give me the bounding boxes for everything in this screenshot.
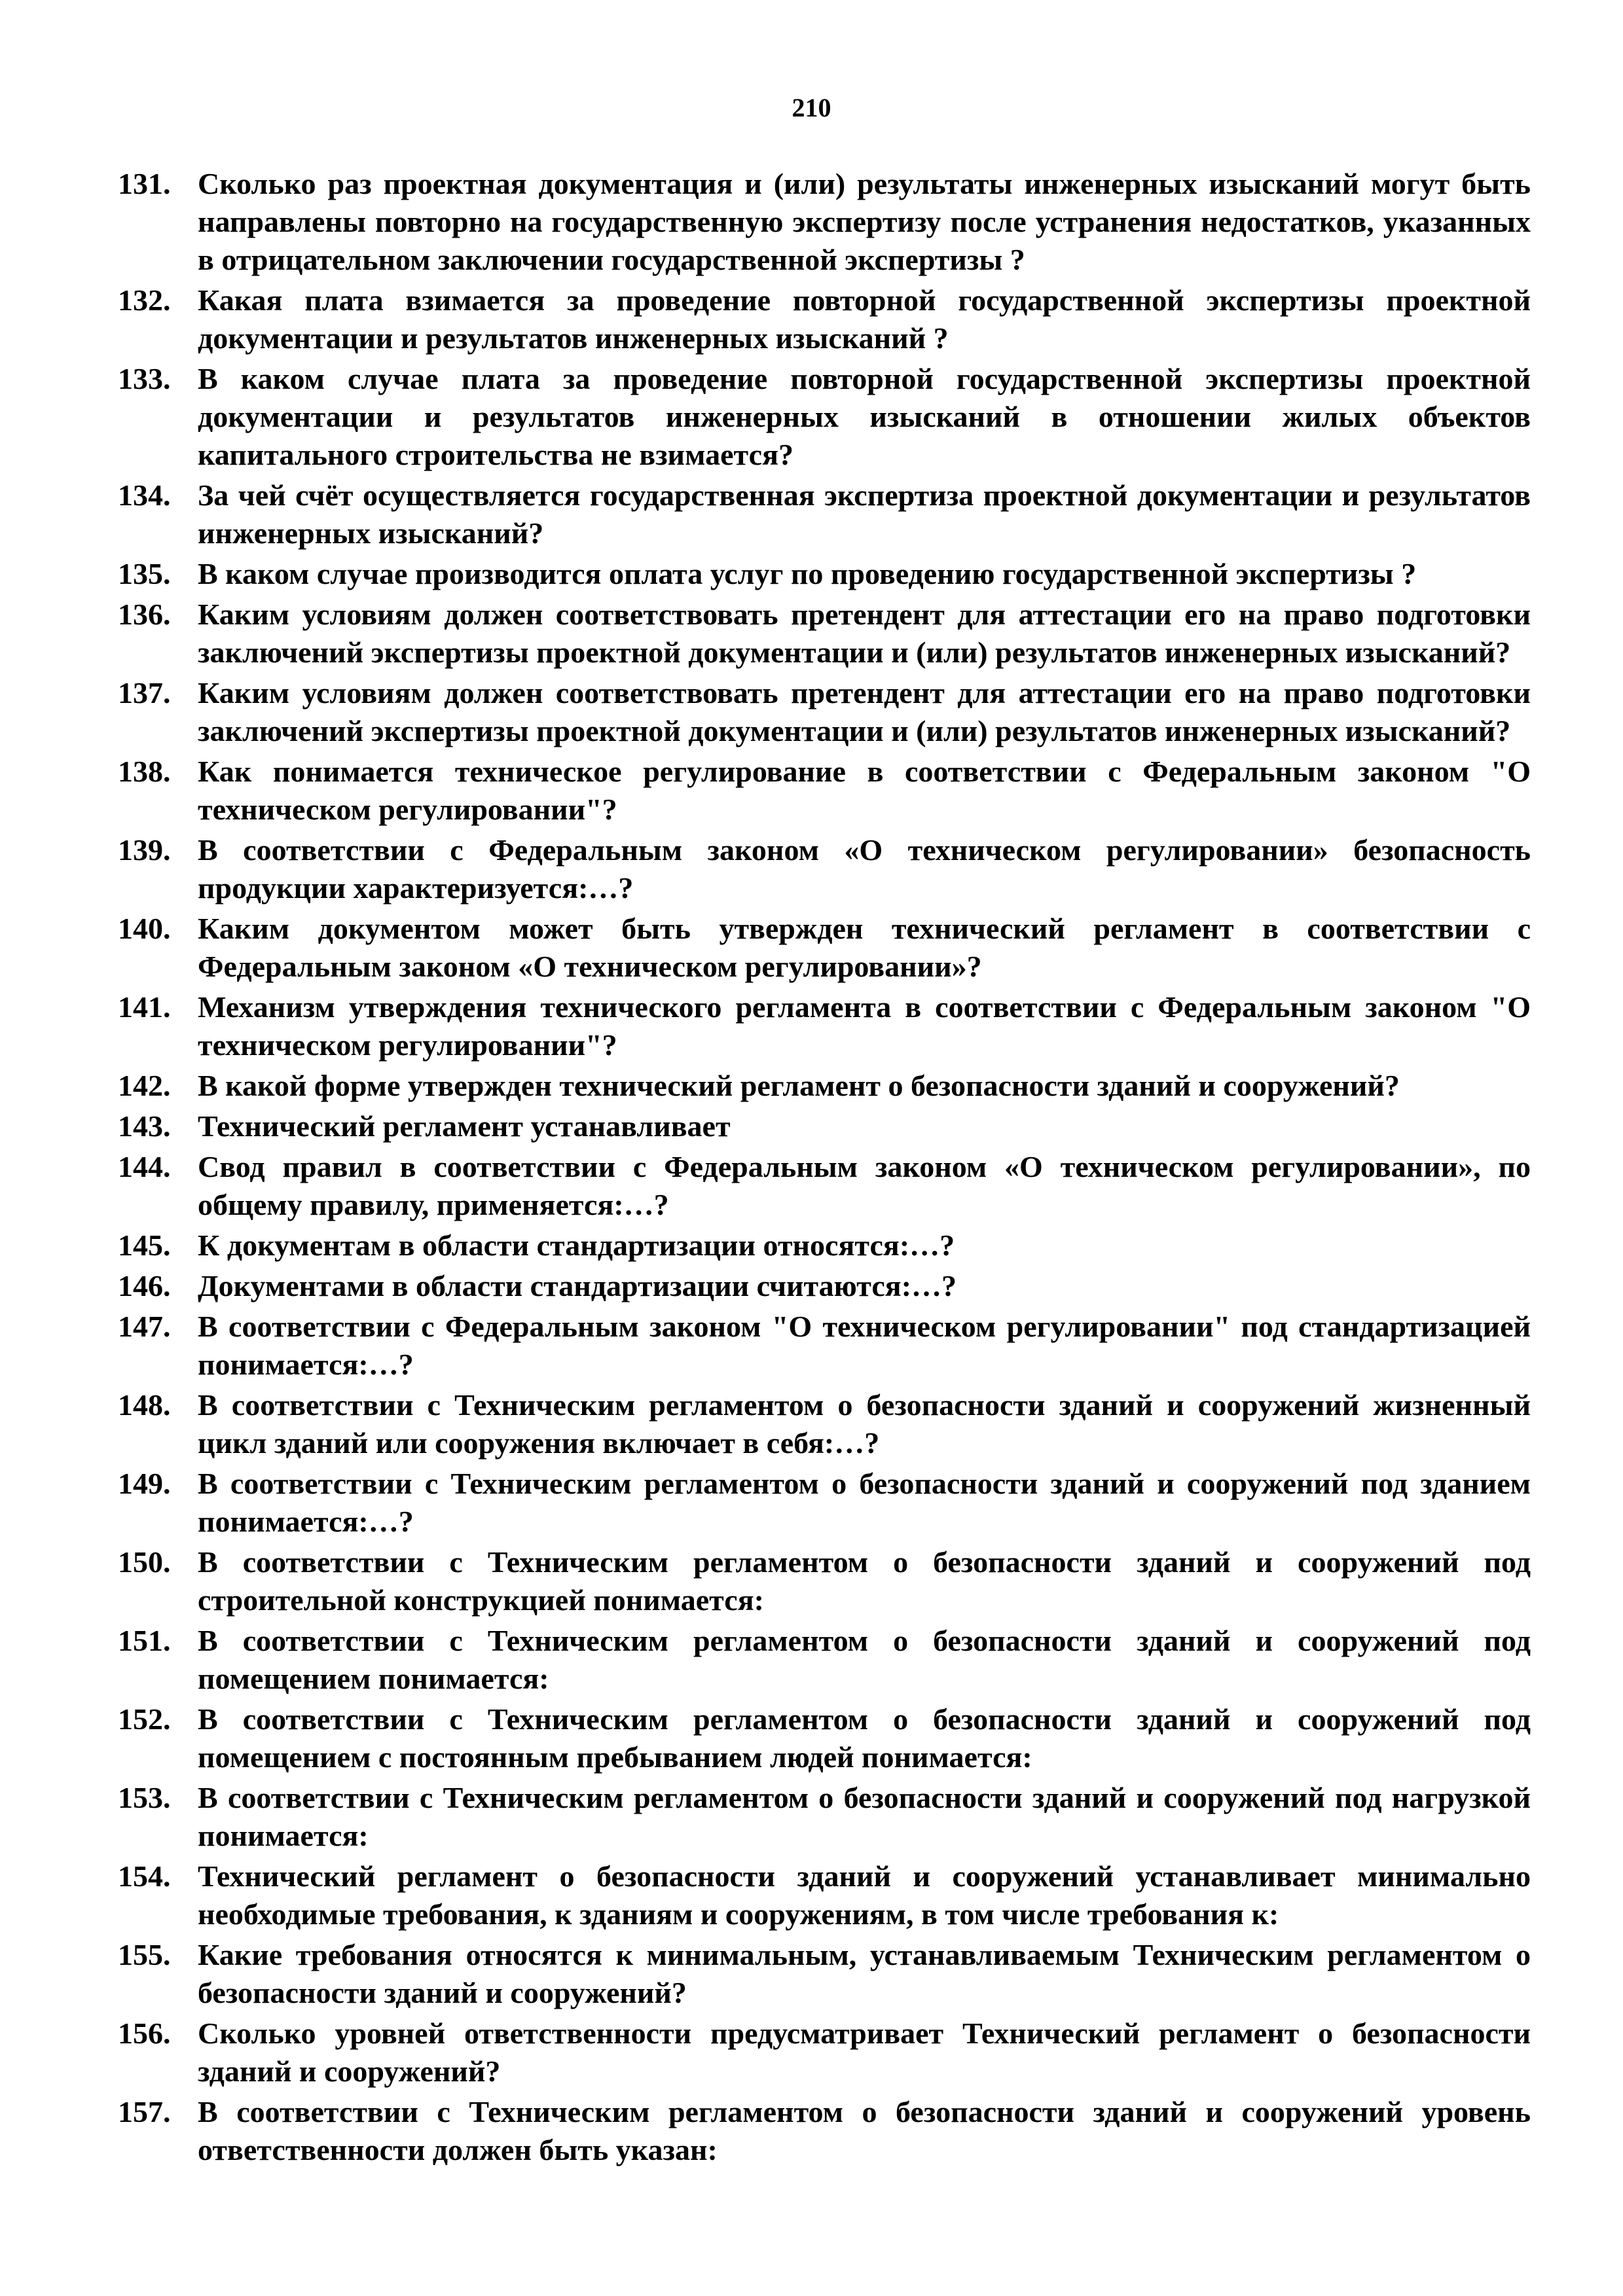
question-item — [118, 596, 1531, 672]
question-text: Сколько уровней ответственности предусматривает Технический регламент о безопасности зданий и сооружений? — [198, 2017, 1531, 2088]
question-text: В соответствии с Техническим регламентом о безопасности зданий и сооружений под помещением с постоянным пребыванием людей понимается: — [198, 1702, 1531, 1774]
question-text: Каким условиям должен соответствовать претендент для аттестации его на право подготовки заключений экспертизы проектной документации и (или) результатов инженерных изысканий? — [198, 598, 1531, 669]
question-number: 134. — [118, 478, 171, 512]
question-text: Свод правил в соответствии с Федеральным законом «О техническом регулировании», по общему правилу, применяется:…? — [198, 1150, 1531, 1221]
question-text: В соответствии с Федеральным законом "О техническом регулировании" под стандартизацией понимается:…? — [198, 1310, 1531, 1381]
question-item — [118, 753, 1531, 829]
question-item — [118, 910, 1531, 986]
question-text: Какая плата взимается за проведение повторной государственной экспертизы проектной документации и результатов инженерных изысканий ? — [198, 283, 1531, 355]
question-item — [118, 988, 1531, 1064]
question-item — [118, 281, 1531, 357]
question-item — [118, 1107, 1531, 1145]
question-number: 131. — [118, 167, 171, 200]
question-item — [118, 476, 1531, 552]
question-text: Сколько раз проектная документация и (или) результаты инженерных изысканий могут быть направлены повторно на государственную экспертизу после устранения недостатков, указанных в отрицательном заключении государственной экспертизы ? — [198, 167, 1531, 276]
question-number: 142. — [118, 1069, 171, 1102]
question-number: 147. — [118, 1310, 171, 1343]
question-text: В каком случае производится оплата услуг по проведению государственной экспертизы ? — [198, 557, 1417, 590]
question-item — [118, 2093, 1531, 2169]
question-item — [118, 1857, 1531, 1933]
question-item — [118, 1936, 1531, 2012]
question-text: В соответствии с Техническим регламентом о безопасности зданий и сооружений под нагрузкой понимается: — [198, 1781, 1531, 1852]
question-number: 157. — [118, 2095, 171, 2128]
question-item — [118, 1543, 1531, 1619]
question-item — [118, 1308, 1531, 1384]
question-item — [118, 831, 1531, 907]
question-item — [118, 1067, 1531, 1105]
question-number: 148. — [118, 1388, 171, 1422]
question-number: 141. — [118, 990, 171, 1024]
question-number: 132. — [118, 283, 171, 317]
question-text: В соответствии с Техническим регламентом о безопасности зданий и сооружений жизненный цикл зданий или сооружения включает в себя:…? — [198, 1388, 1531, 1460]
question-number: 152. — [118, 1702, 171, 1736]
question-item — [118, 2015, 1531, 2090]
question-number: 145. — [118, 1229, 171, 1262]
question-number: 155. — [118, 1938, 171, 1971]
question-text: В соответствии с Техническим регламентом о безопасности зданий и сооружений уровень ответственности должен быть указан: — [198, 2095, 1531, 2166]
question-text: В соответствии с Федеральным законом «О техническом регулировании» безопасность продукции характеризуется:…? — [198, 833, 1531, 905]
question-text: В какой форме утвержден технический регламент о безопасности зданий и сооружений? — [198, 1069, 1400, 1102]
question-text: Как понимается техническое регулирование в соответствии с Федеральным законом "О техническом регулировании"? — [198, 755, 1531, 826]
question-text: В соответствии с Техническим регламентом о безопасности зданий и сооружений под зданием понимается:…? — [198, 1467, 1531, 1538]
question-number: 136. — [118, 598, 171, 631]
question-item — [118, 1227, 1531, 1265]
question-item — [118, 165, 1531, 279]
question-text: В соответствии с Техническим регламентом о безопасности зданий и сооружений под помещением понимается: — [198, 1624, 1531, 1695]
question-text: Каким условиям должен соответствовать претендент для аттестации его на право подготовки заключений экспертизы проектной документации и (или) результатов инженерных изысканий? — [198, 676, 1531, 747]
question-item — [118, 674, 1531, 750]
question-number: 143. — [118, 1109, 171, 1143]
question-number: 156. — [118, 2017, 171, 2050]
question-item — [118, 555, 1531, 593]
question-item — [118, 1465, 1531, 1541]
question-text: Технический регламент о безопасности зданий и сооружений устанавливает минимально необходимые требования, к зданиям и сооружениям, в том числе требования к: — [198, 1859, 1531, 1931]
question-text: В каком случае плата за проведение повторной государственной экспертизы проектной документации и результатов инженерных изысканий в отношении жилых объектов капитального строительства не взимается? — [198, 362, 1531, 471]
question-number: 137. — [118, 676, 171, 709]
question-text: За чей счёт осуществляется государственная экспертиза проектной документации и результатов инженерных изысканий? — [198, 478, 1531, 550]
question-number: 153. — [118, 1781, 171, 1814]
question-number: 154. — [118, 1859, 171, 1893]
question-text: Каким документом может быть утвержден технический регламент в соответствии с Федеральным законом «О техническом регулировании»? — [198, 912, 1531, 983]
question-item — [118, 360, 1531, 474]
question-text: Механизм утверждения технического регламента в соответствии с Федеральным законом "О техническом регулировании"? — [198, 990, 1531, 1062]
question-item — [118, 1267, 1531, 1305]
question-number: 138. — [118, 755, 171, 788]
question-number: 150. — [118, 1545, 171, 1579]
question-text: Технический регламент устанавливает — [198, 1109, 731, 1143]
question-number: 151. — [118, 1624, 171, 1657]
question-number: 149. — [118, 1467, 171, 1500]
question-text: К документам в области стандартизации относятся:…? — [198, 1229, 955, 1262]
question-number: 146. — [118, 1269, 171, 1302]
question-text: В соответствии с Техническим регламентом о безопасности зданий и сооружений под строительной конструкцией понимается: — [198, 1545, 1531, 1617]
question-item — [118, 1148, 1531, 1224]
question-number: 133. — [118, 362, 171, 395]
question-text: Документами в области стандартизации считаются:…? — [198, 1269, 957, 1302]
question-number: 144. — [118, 1150, 171, 1183]
question-number: 135. — [118, 557, 171, 590]
question-item — [118, 1779, 1531, 1855]
question-number: 140. — [118, 912, 171, 945]
question-number: 139. — [118, 833, 171, 867]
question-list — [118, 165, 1531, 2172]
question-text: Какие требования относятся к минимальным, устанавливаемым Техническим регламентом о безопасности зданий и сооружений? — [198, 1938, 1531, 2009]
question-item — [118, 1700, 1531, 1776]
page-number: 210 — [792, 93, 831, 122]
question-item — [118, 1386, 1531, 1462]
question-item — [118, 1622, 1531, 1698]
